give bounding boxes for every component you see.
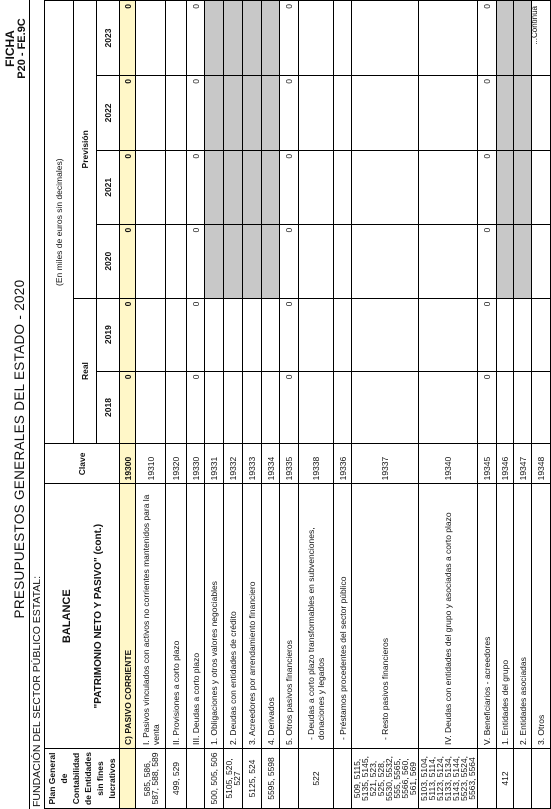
entity-label: FUNDACIÓN DEL SECTOR PÚBLICO ESTATAL: <box>31 575 43 807</box>
value-cell <box>352 371 419 444</box>
table-row <box>166 1 187 809</box>
pgc-account-cell: 5595, 5598 <box>262 749 280 809</box>
row-clave: 19331 <box>205 444 224 484</box>
value-cell <box>136 1 166 76</box>
header-subtitle: "PATRIMONIO NETO Y PASIVO" (cont.) <box>92 523 104 709</box>
value-cell <box>136 224 166 298</box>
row-label: - Deudas a corto plazo transformables en subvenciones, donaciones y legados <box>299 484 334 749</box>
value-cell: 0 <box>120 224 136 298</box>
value-cell: 0 <box>280 150 299 224</box>
pgc-account-cell: 5105, 520, 527 <box>224 749 243 809</box>
table-row <box>352 1 419 809</box>
value-cell <box>243 371 262 444</box>
value-cell <box>166 224 187 298</box>
header-year: 2020 <box>97 224 120 298</box>
pgc-account-cell <box>187 749 205 809</box>
balance-table <box>44 0 551 809</box>
header-year: 2019 <box>97 298 120 371</box>
value-cell <box>205 75 224 150</box>
table-row <box>136 1 166 809</box>
value-cell: 0 <box>120 1 136 76</box>
table-row <box>205 1 224 809</box>
value-cell <box>262 224 280 298</box>
value-cell <box>136 150 166 224</box>
pgc-account-cell: 585, 586, 587, 588, 589 <box>136 749 166 809</box>
value-cell <box>224 371 243 444</box>
value-cell <box>262 150 280 224</box>
value-cell: 0 <box>120 150 136 224</box>
row-clave: 19330 <box>187 444 205 484</box>
table-row <box>497 1 514 809</box>
pgc-account-cell: 499, 529 <box>166 749 187 809</box>
row-label: III. Deudas a corto plazo <box>187 484 205 749</box>
value-cell <box>419 371 478 444</box>
row-clave: 19333 <box>243 444 262 484</box>
header-year: 2021 <box>97 150 120 224</box>
header-balance-block <box>45 484 120 749</box>
value-cell <box>262 75 280 150</box>
pgc-account-cell <box>478 749 497 809</box>
header-clave: Clave <box>45 444 120 484</box>
pgc-account-cell <box>532 749 551 809</box>
value-cell: 0 <box>280 224 299 298</box>
value-cell <box>243 75 262 150</box>
ficha-label: FICHA <box>3 30 17 67</box>
value-cell <box>532 224 551 298</box>
row-label: 3. Acreedores por arrendamiento financiero <box>243 484 262 749</box>
value-cell: 0 <box>280 298 299 371</box>
value-cell: 0 <box>280 1 299 76</box>
value-cell <box>419 224 478 298</box>
value-cell <box>352 75 419 150</box>
row-label: 5. Otros pasivos financieros <box>280 484 299 749</box>
table-row <box>243 1 262 809</box>
value-cell <box>166 150 187 224</box>
table-row <box>334 1 352 809</box>
row-label: V. Beneficiarios - acreedores <box>478 484 497 749</box>
row-clave: 19337 <box>352 444 419 484</box>
value-cell <box>166 1 187 76</box>
row-label: 3. Otros <box>532 484 551 749</box>
value-cell <box>299 371 334 444</box>
value-cell <box>514 1 532 76</box>
table-row <box>280 1 299 809</box>
value-cell <box>136 298 166 371</box>
header-pgc: Plan General de Contabilidad de Entidades sin fines lucrativos <box>45 749 120 809</box>
value-cell <box>497 1 514 76</box>
pgc-account-cell: 412 <box>497 749 514 809</box>
table-row <box>299 1 334 809</box>
value-cell <box>243 150 262 224</box>
pgc-account-cell: 5125, 524 <box>243 749 262 809</box>
value-cell <box>497 224 514 298</box>
value-cell <box>205 298 224 371</box>
pgc-account-cell: 5103, 5104, 5113, 5114, 5123, 5124, 5133, 5134, 5143, 5144, 5523, 5524, 5563, 5564 <box>419 749 478 809</box>
value-cell <box>419 1 478 76</box>
value-cell <box>419 75 478 150</box>
value-cell: 0 <box>187 371 205 444</box>
value-cell <box>497 371 514 444</box>
pgc-account-cell <box>514 749 532 809</box>
value-cell <box>205 371 224 444</box>
value-cell <box>136 371 166 444</box>
value-cell <box>224 1 243 76</box>
table-row <box>224 1 243 809</box>
value-cell <box>262 371 280 444</box>
value-cell <box>299 298 334 371</box>
value-cell <box>299 150 334 224</box>
table-row <box>262 1 280 809</box>
row-label: 4. Derivados <box>262 484 280 749</box>
value-cell <box>224 298 243 371</box>
row-clave: 19300 <box>120 444 136 484</box>
row-clave: 19340 <box>419 444 478 484</box>
value-cell <box>224 75 243 150</box>
table-row <box>478 1 497 809</box>
value-cell <box>334 150 352 224</box>
row-clave: 19347 <box>514 444 532 484</box>
table-body <box>120 1 551 809</box>
value-cell <box>243 224 262 298</box>
value-cell <box>334 224 352 298</box>
value-cell <box>352 298 419 371</box>
row-label: C) PASIVO CORRIENTE <box>120 484 136 749</box>
value-cell: 0 <box>478 150 497 224</box>
page-title: PRESUPUESTOS GENERALES DEL ESTADO - 2020 <box>12 279 27 619</box>
value-cell <box>334 371 352 444</box>
value-cell: 0 <box>120 371 136 444</box>
value-cell <box>299 75 334 150</box>
value-cell <box>205 1 224 76</box>
row-clave: 19320 <box>166 444 187 484</box>
header-real: Real <box>74 298 97 444</box>
value-cell <box>352 1 419 76</box>
value-cell <box>352 150 419 224</box>
header-year: 2018 <box>97 371 120 444</box>
value-cell <box>262 1 280 76</box>
continua-note: ...Continúa <box>530 6 539 45</box>
row-clave: 19336 <box>334 444 352 484</box>
value-cell <box>497 150 514 224</box>
value-cell: 0 <box>187 150 205 224</box>
value-cell: 0 <box>478 1 497 76</box>
value-cell <box>136 75 166 150</box>
pgc-account-cell <box>280 749 299 809</box>
value-cell <box>532 371 551 444</box>
value-cell <box>205 224 224 298</box>
header-units: (En miles de euros sin decimales) <box>45 1 74 444</box>
value-cell: 0 <box>187 298 205 371</box>
table-row <box>514 1 532 809</box>
table-row <box>120 1 136 809</box>
value-cell: 0 <box>187 75 205 150</box>
value-cell <box>514 371 532 444</box>
value-cell: 0 <box>187 1 205 76</box>
value-cell <box>514 298 532 371</box>
value-cell <box>262 298 280 371</box>
value-cell <box>243 1 262 76</box>
page-header <box>0 0 30 809</box>
value-cell <box>497 298 514 371</box>
value-cell <box>299 224 334 298</box>
table-row <box>532 1 551 809</box>
value-cell <box>224 150 243 224</box>
value-cell <box>514 150 532 224</box>
pgc-account-cell <box>120 749 136 809</box>
row-label: - Préstamos procedentes del sector público <box>334 484 352 749</box>
header-prevision: Previsión <box>74 1 97 299</box>
pgc-account-cell: 500, 505, 506 <box>205 749 224 809</box>
value-cell: 0 <box>478 75 497 150</box>
value-cell: 0 <box>280 75 299 150</box>
value-cell <box>334 298 352 371</box>
value-cell <box>497 75 514 150</box>
table-row <box>187 1 205 809</box>
header-balance: BALANCE <box>60 589 73 644</box>
value-cell <box>419 150 478 224</box>
value-cell <box>514 75 532 150</box>
table-row <box>419 1 478 809</box>
value-cell <box>243 298 262 371</box>
header-year: 2023 <box>97 1 120 76</box>
value-cell: 0 <box>187 224 205 298</box>
row-clave: 19338 <box>299 444 334 484</box>
value-cell <box>352 224 419 298</box>
value-cell <box>532 75 551 150</box>
pgc-account-cell <box>334 749 352 809</box>
row-label: 1. Obligaciones y otros valores negociables <box>205 484 224 749</box>
row-label: - Resto pasivos financieros <box>352 484 419 749</box>
value-cell: 0 <box>478 224 497 298</box>
row-clave: 19335 <box>280 444 299 484</box>
value-cell <box>334 75 352 150</box>
pgc-account-cell: 509, 5115, 5135, 5145, 521, 523, 525, 528, 5530, 5532, 555, 5565, 5566, 560, 561, 569 <box>352 749 419 809</box>
value-cell: 0 <box>478 371 497 444</box>
row-clave: 19345 <box>478 444 497 484</box>
row-clave: 19332 <box>224 444 243 484</box>
ficha-box <box>0 0 30 97</box>
value-cell <box>532 298 551 371</box>
value-cell <box>532 150 551 224</box>
value-cell <box>166 298 187 371</box>
value-cell: 0 <box>120 75 136 150</box>
ficha-code: P20 - FE.9C <box>16 18 28 79</box>
row-label: II. Provisiones a corto plazo <box>166 484 187 749</box>
value-cell: 0 <box>280 371 299 444</box>
row-label: 1. Entidades del grupo <box>497 484 514 749</box>
value-cell <box>166 371 187 444</box>
value-cell <box>205 150 224 224</box>
row-clave: 19310 <box>136 444 166 484</box>
value-cell <box>166 75 187 150</box>
row-label: IV. Deudas con entidades del grupo y asociadas a corto plazo <box>419 484 478 749</box>
header-year: 2022 <box>97 75 120 150</box>
value-cell <box>334 1 352 76</box>
pgc-account-cell: 522 <box>299 749 334 809</box>
row-label: I. Pasivos vinculados con activos no corrientes mantenidos para la venta <box>136 484 166 749</box>
row-label: 2. Entidades asociadas <box>514 484 532 749</box>
value-cell <box>514 224 532 298</box>
row-label: 2. Deudas con entidades de crédito <box>224 484 243 749</box>
value-cell: 0 <box>120 298 136 371</box>
value-cell <box>419 298 478 371</box>
row-clave: 19346 <box>497 444 514 484</box>
value-cell: 0 <box>478 298 497 371</box>
value-cell <box>224 224 243 298</box>
value-cell <box>299 1 334 76</box>
row-clave: 19334 <box>262 444 280 484</box>
row-clave: 19348 <box>532 444 551 484</box>
